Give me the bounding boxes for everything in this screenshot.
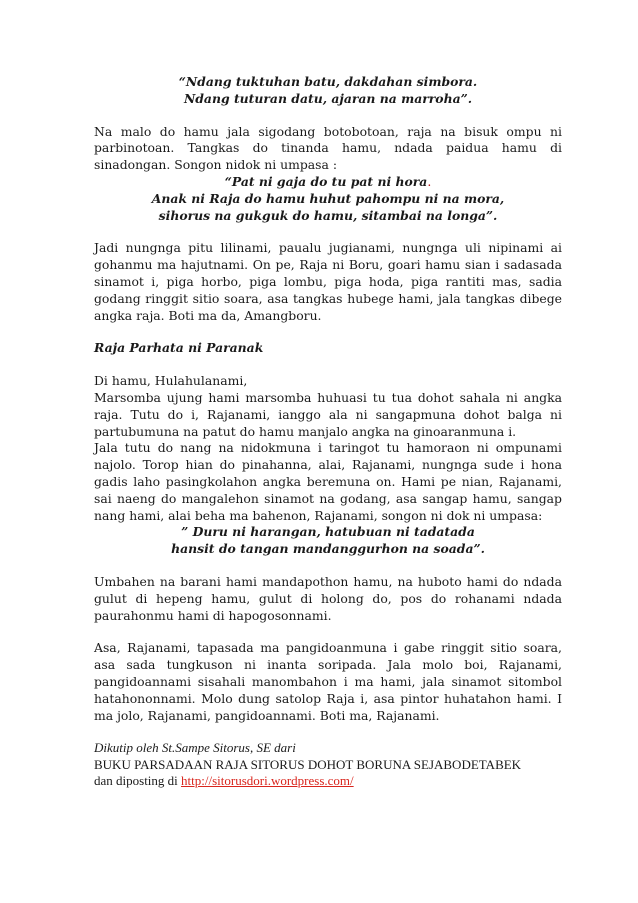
credit-book-title: BUKU PARSADAAN RAJA SITORUS DOHOT BORUNA SEJABODETABEK: [94, 756, 522, 772]
credit-posted: [94, 773, 562, 790]
verse-line: sihorus na gukguk do hamu, sitambai na longa”.: [158, 207, 498, 223]
paragraph-2: Jadi nungnga pitu lilinami, paualu jugianami, nungnga uli nipinami ai gohanmu ma hajutnami. On pe, Raja ni Boru, goari hamu sian i sadasada sinamot i, piga horbo, piga lombu, piga hoda, piga rantiti mas, sadia godang ringgit sitio soara, asa tangkas hubege hami, jala tangkas dibege angka raja. Boti ma da, Amangboru.: [94, 240, 562, 323]
source-link[interactable]: http://sitorusdori.wordpress.com/: [181, 773, 354, 789]
opening-verse: [94, 74, 562, 108]
verse-line: [94, 174, 562, 191]
credit-posted-prefix: dan diposting di: [94, 773, 182, 789]
source-credit: [94, 740, 562, 790]
verse-line: ” Duru ni harangan, hatubuan ni tadatada: [181, 524, 475, 540]
credit-quoted-by: Dikutip oleh St.Sampe Sitorus, SE dari: [94, 740, 296, 756]
verse-line-text: “Pat ni gaja do tu pat ni hora: [224, 173, 428, 189]
salutation: Di hamu, Hulahulanami,: [94, 373, 248, 389]
verse-line: hansit do tangan mandanggurhon na soada”.: [171, 541, 485, 557]
umpasa-verse: [94, 174, 562, 224]
verse-line: “Ndang tuktuhan batu, dakdahan simbora.: [178, 74, 478, 89]
paragraph-3: Marsomba ujung hami marsomba huhuasi tu tua dohot sahala ni angka raja. Tutu do i, Rajanami, ianggo ala ni sangapmuna dohot balga ni partubumuna na patut do hamu manjalo angka na ginoaranmuna i.: [94, 389, 562, 439]
closing-verse: [94, 524, 562, 558]
paragraph-6: Asa, Rajanami, tapasada ma pangidoanmuna i gabe ringgit sitio soara, asa sada tungkuson ni inanta soripada. Jala molo boi, Rajanami, pangidoannami sisahali manombahon i ma hami, jala sinamot sitombol hatahononnami. Molo dung satolop Raja i, asa pintor huhatahon hami. I ma jolo, Rajanami, pangidoannami. Boti ma, Rajanami.: [94, 640, 562, 723]
verse-line: Anak ni Raja do hamu huhut pahompu ni na mora,: [151, 190, 505, 206]
document-page: [94, 74, 562, 790]
section-title: Raja Parhata ni Paranak: [94, 340, 264, 356]
paragraph-5: Umbahen na barani hami mandapothon hamu, na huboto hami do ndada gulut di hepeng hamu, gulut di holong do, pos do rohanami ndada paurahonmu hami di hapogosonnami.: [94, 573, 562, 623]
verse-line-dot: .: [427, 173, 432, 189]
paragraph-4: Jala tutu do nang na nidokmuna i taringot tu hamoraon ni ompunami najolo. Torop hian do pinahanna, alai, Rajanami, nungnga sude i hona gadis laho pasingkolahon angka beremuna on. Hami pe nian, Rajanami, sai naeng do mangalehon sinamot na godang, asa sangap hamu, sangap nang hami, alai beha ma bahenon, Rajanami, songon ni dok ni umpasa:: [94, 440, 562, 523]
paragraph-1: Na malo do hamu jala sigodang botobotoan, raja na bisuk ompu ni parbinotoan. Tangkas do tinanda hamu, ndada paidua hamu di sinadongan. Songon nidok ni umpasa :: [94, 123, 562, 173]
verse-line: Ndang tuturan datu, ajaran na marroha”.: [183, 90, 473, 106]
